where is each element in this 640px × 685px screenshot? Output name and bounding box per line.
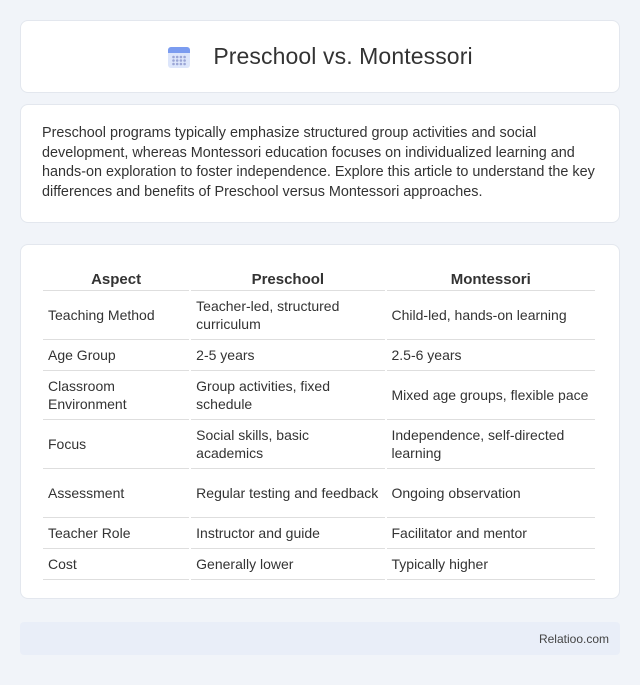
preschool-cell: 2-5 years <box>191 340 384 371</box>
preschool-cell: Generally lower <box>191 549 384 580</box>
preschool-cell: Group activities, fixed schedule <box>191 371 384 420</box>
aspect-cell: Teaching Method <box>43 291 189 340</box>
montessori-cell: 2.5-6 years <box>387 340 596 371</box>
montessori-cell: Ongoing observation <box>387 469 596 518</box>
aspect-cell: Teacher Role <box>43 518 189 549</box>
preschool-cell: Teacher-led, structured curriculum <box>191 291 384 340</box>
column-header-aspect: Aspect <box>43 265 189 291</box>
page-title: Preschool vs. Montessori <box>213 43 473 69</box>
preschool-cell: Instructor and guide <box>191 518 384 549</box>
montessori-cell: Mixed age groups, flexible pace <box>387 371 596 420</box>
column-header-preschool: Preschool <box>191 265 384 291</box>
footer-site-name: Relatioo.com <box>538 631 609 646</box>
aspect-cell: Cost <box>43 549 189 580</box>
montessori-cell: Child-led, hands-on learning <box>387 291 596 340</box>
intro-paragraph: Preschool programs typically emphasize structured group activities and social development, whereas Montessori education focuses on individualized learning and hands-on exploration to foster independence. Explore this article to understand the key differences and benefits of Preschool versus Montessori approaches. <box>42 125 595 200</box>
table-row <box>43 420 595 469</box>
table-row <box>43 518 595 549</box>
table-row <box>43 340 595 371</box>
aspect-cell: Assessment <box>43 469 189 518</box>
montessori-cell: Independence, self-directed learning <box>387 420 596 469</box>
table-header-row <box>43 265 595 291</box>
preschool-cell: Social skills, basic academics <box>191 420 384 469</box>
montessori-cell: Facilitator and mentor <box>387 518 596 549</box>
calendar-icon <box>167 45 191 69</box>
header-card <box>20 20 620 93</box>
comparison-table <box>41 265 597 580</box>
preschool-cell: Regular testing and feedback <box>191 469 384 518</box>
table-row <box>43 371 595 420</box>
table-row <box>43 469 595 518</box>
table-row <box>43 549 595 580</box>
aspect-cell: Focus <box>43 420 189 469</box>
montessori-cell: Typically higher <box>387 549 596 580</box>
column-header-montessori: Montessori <box>387 265 596 291</box>
table-row <box>43 291 595 340</box>
intro-card <box>20 104 620 223</box>
aspect-cell: Classroom Environment <box>43 371 189 420</box>
footer <box>20 622 620 655</box>
comparison-card <box>20 244 620 599</box>
aspect-cell: Age Group <box>43 340 189 371</box>
